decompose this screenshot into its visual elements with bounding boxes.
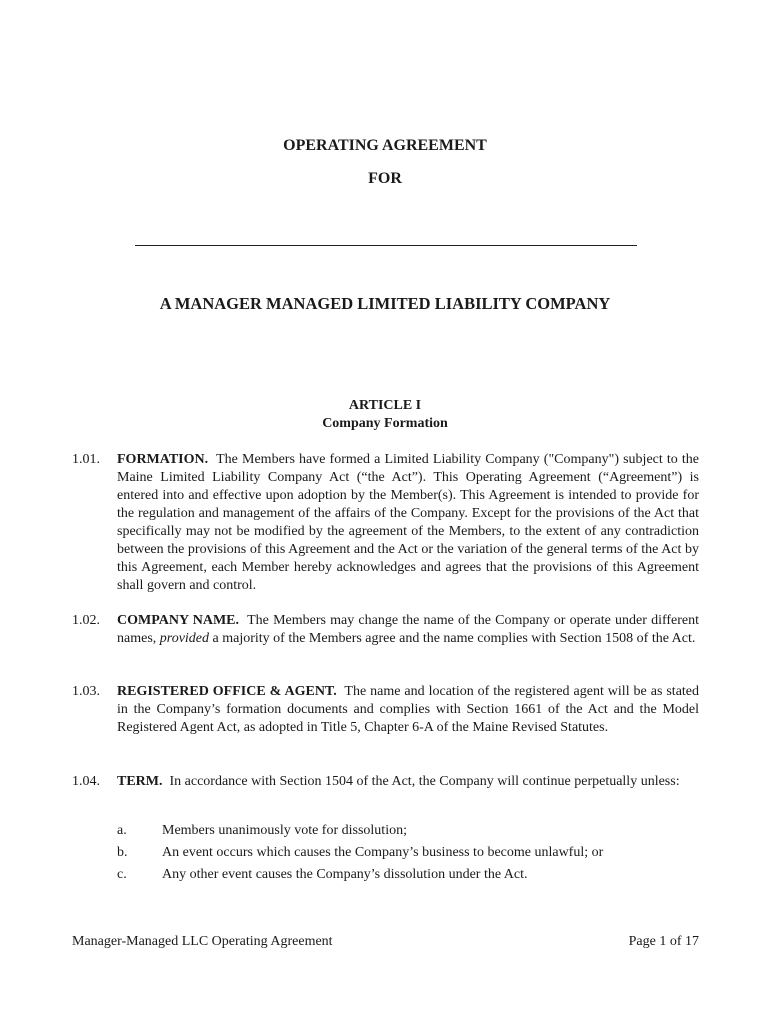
section-body	[117, 773, 699, 791]
section-heading: TERM.	[117, 774, 163, 789]
section-heading: FORMATION.	[117, 452, 209, 467]
article-number: ARTICLE I	[348, 398, 422, 413]
section-text: In accordance with Section 1504 of the Act, the Company will continue perpetually unless:	[169, 774, 680, 789]
section-1-01	[72, 451, 699, 595]
section-text: The Members have formed a Limited Liability Company ("Company") subject to the Maine Limited Liability Company Act (“the Act”). This Operating Agreement (“Agreement”) is entered into and effective upon adoption by the Member(s). This Agreement is intended to provide for the regulation and management of the affairs of the Company. Except for the provisions of the Act that specifically may not be modified by the agreement of the Members, to the extent of any contradiction between the provisions of this Agreement and the Act or the variation of the general terms of the Act by this Agreement, each Member hereby acknowledges and agrees that the provisions of this Agreement shall govern and control.	[117, 452, 699, 593]
section-number: 1.01.	[72, 452, 100, 467]
document-title: OPERATING AGREEMENT	[283, 137, 487, 154]
section-body	[117, 451, 699, 595]
article-heading	[0, 397, 770, 433]
document-title-for: FOR	[368, 170, 402, 187]
list-item-letter: b.	[117, 845, 128, 860]
section-number: 1.03.	[72, 684, 100, 699]
section-body	[117, 612, 699, 648]
section-heading: REGISTERED OFFICE & AGENT.	[117, 684, 337, 699]
term-conditions-list	[117, 820, 699, 886]
document-subtitle: A MANAGER MANAGED LIMITED LIABILITY COMPANY	[159, 294, 611, 313]
section-heading: COMPANY NAME.	[117, 613, 239, 628]
section-text: The name and location of the registered agent will be as stated in the Company’s formation documents and complies with Section 1661 of the Act and the Model Registered Agent Act, as adopted in Title 5, Chapter 6-A of the Maine Revised Statutes.	[117, 684, 700, 735]
section-1-04	[72, 773, 699, 791]
article-name: Company Formation	[322, 416, 448, 431]
footer-document-name: Manager-Managed LLC Operating Agreement	[72, 934, 333, 949]
company-name-blank-line	[135, 245, 637, 246]
footer-page-number: Page 1 of 17	[628, 934, 699, 949]
section-1-02	[72, 612, 699, 648]
list-item-text: An event occurs which causes the Company’s business to become unlawful; or	[162, 845, 604, 860]
section-text-continued: a majority of the Members agree and the name complies with Section 1508 of the Act.	[212, 631, 696, 646]
section-1-03	[72, 683, 699, 737]
list-item-letter: a.	[117, 823, 127, 838]
section-number: 1.02.	[72, 613, 100, 628]
section-text: The Members may change the name of the Company or operate under different names,	[117, 613, 700, 646]
section-text-italic: provided	[159, 631, 210, 646]
list-item-letter: c.	[117, 867, 127, 882]
list-item-text: Any other event causes the Company’s dissolution under the Act.	[162, 867, 528, 882]
list-item	[117, 820, 699, 842]
section-body	[117, 683, 699, 737]
list-item	[117, 842, 699, 864]
list-item	[117, 864, 699, 886]
list-item-text: Members unanimously vote for dissolution;	[162, 823, 407, 838]
section-number: 1.04.	[72, 774, 100, 789]
